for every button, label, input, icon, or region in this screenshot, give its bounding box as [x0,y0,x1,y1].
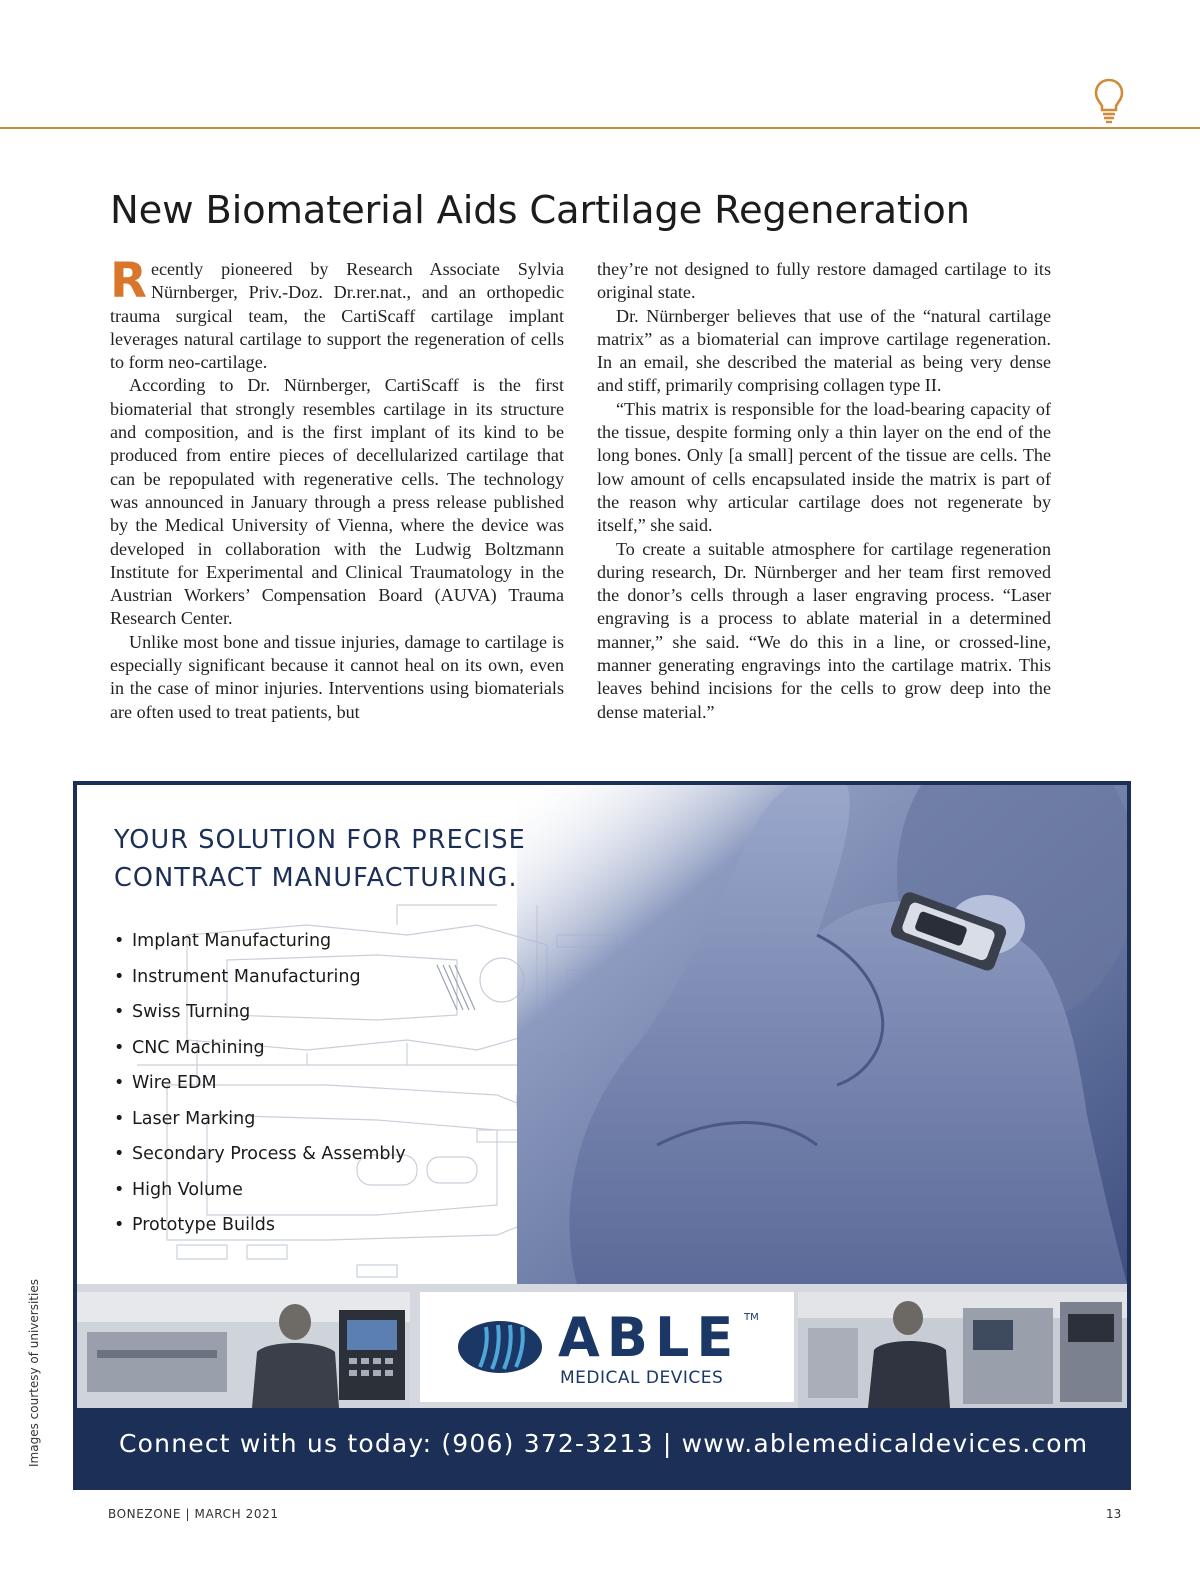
able-logo-mark-icon [456,1319,544,1375]
ad-heading: YOUR SOLUTION FOR PRECISE CONTRACT MANUFACTURING. [114,825,526,893]
services-list [114,924,406,1244]
machinist-photo-right [798,1292,1127,1408]
drop-cap: R [110,253,147,309]
list-item: • High Volume [114,1179,243,1200]
article-paragraph: Dr. Nürnberger believes that use of the “natural cartilage matrix” as a biomaterial can improve cartilage regeneration. In an email, she described the material as being very dense and stiff, primarily comprising collagen type II. [597,305,1051,396]
ad-photo-strip [77,1284,1127,1408]
advertisement[interactable] [73,781,1131,1490]
list-item: • Laser Marking [114,1108,256,1129]
article-paragraph: they’re not designed to fully restore damaged cartilage to its original state. [597,259,1051,303]
article-paragraph: To create a suitable atmosphere for cartilage regeneration during research, Dr. Nürnberger and her team first removed the donor’s cells through a laser engraving process. “Laser engraving is a process to ablate material in a determined manner,” she said. “We do this in a line, or crossed-line, manner generating engravings into the cartilage matrix. This leaves behind incisions for the cells to grow deep into the dense material.” [597,538,1051,722]
list-item: • CNC Machining [114,1037,265,1058]
machinist-photo-left [77,1292,410,1408]
footer-publication: BONEZONE | MARCH 2021 [108,1507,279,1521]
article-paragraph: Unlike most bone and tissue injuries, damage to cartilage is especially significant because it cannot heal on its own, even in the case of minor injuries. Interventions using biomaterials are often used to treat patients, but [110,631,564,722]
list-item: • Wire EDM [114,1073,217,1093]
article-paragraph: According to Dr. Nürnberger, CartiScaff is the first biomaterial that strongly resembles cartilage in its structure and composition, and is the first implant of its kind to be produced from entire pieces of decellularized cartilage that can be repopulated with regenerative cells. The technology was announced in January through a press release published by the Medical University of Vienna, where the device was developed in collaboration with the Ludwig Boltzmann Institute for Experimental and Clinical Traumatology in the Austrian Workers’ Compensation Board (AUVA) Trauma Research Center. [110,375,564,629]
article-column-left [110,253,564,724]
list-item: • Implant Manufacturing [114,931,332,951]
logo-wordmark: ABLE [558,1306,741,1369]
article-paragraph: “This matrix is responsible for the load-bearing capacity of the tissue, despite forming only a thin layer on the end of the long bones. Only [a small] percent of the tissue are cells. The low amount of cells encapsulated inside the matrix is part of the reason why articular cartilage does not regenerate by itself,” she said. [597,398,1051,536]
able-logo[interactable] [420,1292,794,1402]
list-item: • Swiss Turning [114,1002,251,1022]
logo-subtitle: MEDICAL DEVICES [560,1368,724,1388]
contact-line[interactable]: Connect with us today: (906) 372-3213 | www.ablemedicaldevices.com [119,1429,1089,1458]
list-item: • Instrument Manufacturing [114,966,361,987]
article-paragraph: Recently pioneered by Research Associate Sylvia Nürnberger, Priv.-Doz. Dr.rer.nat., and an orthopedic trauma surgical team, the CartiScaff cartilage implant leverages natural cartilage to support the regeneration of cells to form neo-cartilage. [110,253,564,373]
header-rule [0,127,1200,129]
image-credit: Images courtesy of universities [27,1279,41,1467]
ad-hero [77,785,1127,1284]
article-column-right [597,258,1051,724]
trademark-symbol: TM [744,1312,759,1323]
list-item: • Prototype Builds [114,1215,276,1235]
article-title: New Biomaterial Aids Cartilage Regeneration [110,188,970,233]
page-number: 13 [1106,1507,1122,1521]
list-item: • Secondary Process & Assembly [114,1144,406,1164]
lightbulb-icon [1094,78,1124,124]
